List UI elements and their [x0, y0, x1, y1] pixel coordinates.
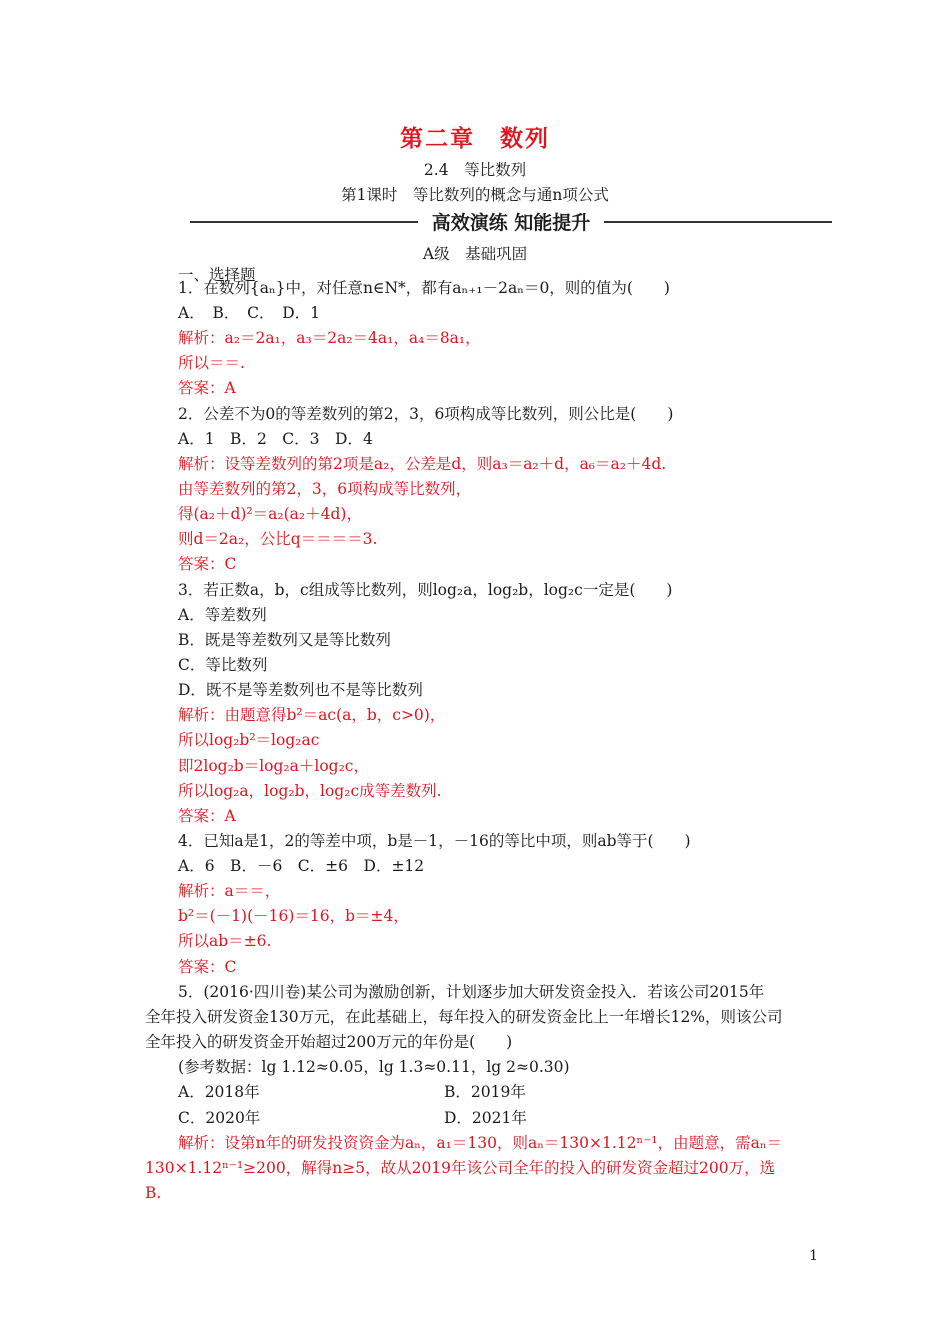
text-line: A．6 B．－6 C．±6 D．±12 — [178, 857, 425, 875]
text-line: B. — [145, 1184, 162, 1202]
text-line: D．2021年 — [444, 1109, 527, 1127]
text-line: 则d＝2a₂，公比q＝＝＝＝3. — [178, 530, 378, 548]
lesson-title: 第1课时 等比数列的概念与通n项公式 — [341, 186, 609, 204]
text-line: 所以log₂a，log₂b，log₂c成等差数列. — [178, 782, 442, 800]
part-heading: 一、选择题 — [178, 266, 256, 284]
level-heading: A级 基础巩固 — [422, 245, 528, 263]
banner-left-rule — [190, 221, 418, 223]
text-line: b²＝(－1)(－16)＝16，b＝±4， — [178, 907, 409, 925]
text-line: 所以ab＝±6. — [178, 932, 272, 950]
section-title: 2.4 等比数列 — [423, 161, 527, 179]
banner-right-rule — [604, 221, 832, 223]
text-line: A．1 B．2 C．3 D．4 — [178, 430, 373, 448]
text-line: B．2019年 — [444, 1083, 526, 1101]
text-line: 5．(2016·四川卷)某公司为激励创新，计划逐步加大研发资金投入．若该公司2015年 — [178, 983, 765, 1001]
banner-text: 高效演练 知能提升 — [431, 212, 591, 234]
text-line: 全年投入研发资金130万元，在此基础上，每年投入的研发资金比上一年增长12%，则该公司 — [145, 1008, 783, 1026]
banner — [0, 208, 950, 236]
text-line: 答案：A — [178, 379, 236, 397]
text-line: 全年投入的研发资金开始超过200万元的年份是( ) — [145, 1033, 513, 1051]
text-line: 由等差数列的第2，3，6项构成等比数列， — [178, 480, 472, 498]
text-line: A．2018年 — [178, 1083, 260, 1101]
chapter-title: 第二章 数列 — [400, 125, 550, 152]
text-line: 解析：由题意得b²＝ac(a，b，c>0)， — [178, 706, 446, 724]
text-line: 130×1.12ⁿ⁻¹≥200，解得n≥5，故从2019年该公司全年的投入的研发资金超过200万，选 — [145, 1159, 776, 1177]
text-line: 答案：A — [178, 807, 236, 825]
text-line: 1．在数列{aₙ}中，对任意n∈N*，都有aₙ₊₁－2aₙ＝0，则的值为( ) — [178, 279, 670, 297]
text-line: 答案：C — [178, 555, 237, 573]
page-number: 1 — [809, 1248, 818, 1264]
text-line: 2．公差不为0的等差数列的第2，3，6项构成等比数列，则公比是( ) — [178, 405, 674, 423]
text-line: C．等比数列 — [178, 656, 268, 674]
text-line: (参考数据：lg 1.12≈0.05，lg 1.3≈0.11，lg 2≈0.30) — [178, 1058, 570, 1076]
text-line: 答案：C — [178, 958, 237, 976]
text-line: 解析：设等差数列的第2项是a₂，公差是d，则a₃＝a₂＋d，a₆＝a₂＋4d. — [178, 455, 667, 473]
text-line: A．等差数列 — [178, 606, 267, 624]
text-line: 得(a₂＋d)²＝a₂(a₂＋4d)， — [178, 505, 362, 523]
text-line: 3．若正数a，b，c组成等比数列，则log₂a，log₂b，log₂c一定是( ) — [178, 581, 673, 599]
text-line: D．既不是等差数列也不是等比数列 — [178, 681, 423, 699]
text-line: C．2020年 — [178, 1109, 261, 1127]
text-line: 解析：设第n年的研发投资资金为aₙ，a₁＝130，则aₙ＝130×1.12ⁿ⁻¹，由题意，需aₙ＝ — [178, 1134, 783, 1152]
text-line: 所以log₂b²＝log₂ac — [178, 731, 320, 749]
text-line: A． B． C． D．1 — [178, 304, 320, 322]
text-line: B．既是等差数列又是等比数列 — [178, 631, 391, 649]
text-line: 解析：a＝＝， — [178, 882, 281, 900]
text-line: 4．已知a是1，2的等差中项，b是－1，－16的等比中项，则ab等于( ) — [178, 832, 691, 850]
text-line: 所以＝＝. — [178, 354, 245, 372]
text-line: 即2log₂b＝log₂a＋log₂c， — [178, 757, 369, 775]
text-line: 解析：a₂＝2a₁，a₃＝2a₂＝4a₁，a₄＝8a₁， — [178, 329, 481, 347]
